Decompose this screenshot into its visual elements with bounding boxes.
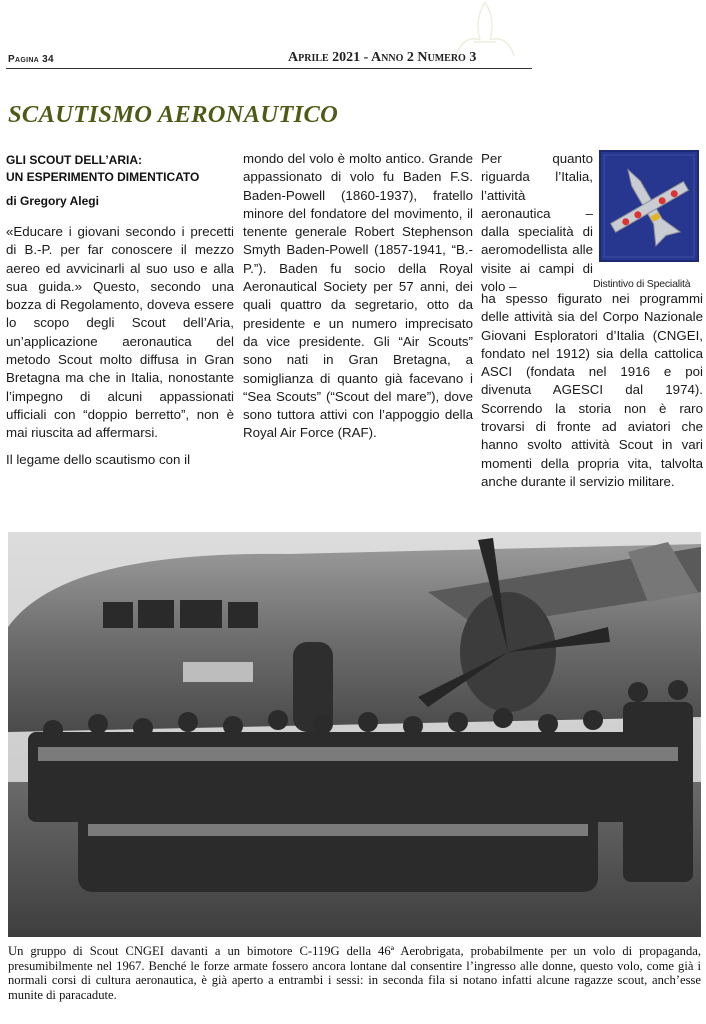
article-column-2: [243, 150, 473, 451]
badge-caption: Distintivo di Specialità: [593, 278, 691, 290]
scout-group-aircraft-photo: [8, 532, 701, 937]
paragraph: mondo del volo è molto antico. Grande appassionato di volo fu Baden F.S. Baden-Powell (1860-1937), fratello minore del fondatore del movimento, il tenente generale Robert Stephenson Smyth Baden-Powell (1857-1941, “B.-P.”). Baden fu socio della Royal Aeronautical Society per 57 anni, dei quali quattro da segretario, otto da presidente e un numero imprecisato da vice presidente. Gli “Air Scouts” sono nati in Gran Bretagna, a somiglianza di quanto già facevano i “Sea Scouts” (“Scout del mare”), dove sono tuttora attivi con l’appoggio della Royal Air Force (RAF).: [243, 151, 473, 441]
headline-line-2: UN ESPERIMENTO DIMENTICATO: [6, 169, 200, 184]
paragraph: «Educare i giovani secondo i precetti di B.-P. per far conoscere il mezzo aereo ed avvicinarli al suo uso e alla sua guida.» Questo, secondo una bozza di Regolamento, doveva essere lo scopo degli Scout dell’Aria, un’applicazione aeronautica del metodo Scout molto diffusa in Gran Bretagna ma che in Italia, nonostante l’impegno di alcuni appassionati ufficiali con “doppio berretto”, non è mai riuscita ad affermarsi.: [6, 224, 234, 441]
paragraph: Per quanto riguarda l’Italia, l’attività aeronautica – dalla specialità di aeromodellista alle visite ai campi di volo –: [481, 151, 593, 295]
issue-label: Aprile 2021 - Anno 2 Numero 3: [288, 50, 477, 65]
headline-line-1: GLI SCOUT DELL’ARIA:: [6, 153, 142, 167]
article-column-3-continued: [481, 290, 703, 499]
header-divider: [6, 68, 532, 69]
photo-caption: Un gruppo di Scout CNGEI davanti a un bimotore C-119G della 46ª Aerobrigata, probabilmente per un volo di propaganda, presumibilmente nel 1967. Benché le forze armate fossero ancora lontane dal consentire l’ingresso alle donne, questo volo, come già i normali corsi di cultura aeronautica, è già aperto a entrambi i sessi: in seconda fila si notano infatti alcune ragazze scout, anch’esse munite di paracadute.: [8, 944, 701, 1002]
article-column-1: [6, 152, 234, 477]
section-title: SCAUTISMO AERONAUTICO: [8, 101, 339, 128]
specialty-badge-image: [599, 150, 699, 262]
page-number: Pagina 34: [8, 54, 54, 65]
paragraph: Il legame dello scautismo con il: [6, 451, 191, 467]
article-headline: [6, 152, 234, 185]
article-column-3: [481, 150, 593, 304]
byline: di Gregory Alegi: [6, 194, 99, 208]
paragraph: ha spesso figurato nei programmi delle attività sia del Corpo Nazionale Giovani Esploratori d’Italia (CNGEI, fondato nel 1912) sia della cattolica ASCI (fondata nel 1916 e poi divenuta AGESCI dal 1974). Scorrendo la storia non è raro trovarsi di fronte ad aviatori che hanno svolto attività Scout in vari momenti della propria vita, talvolta anche durante il servizio militare.: [481, 291, 703, 489]
